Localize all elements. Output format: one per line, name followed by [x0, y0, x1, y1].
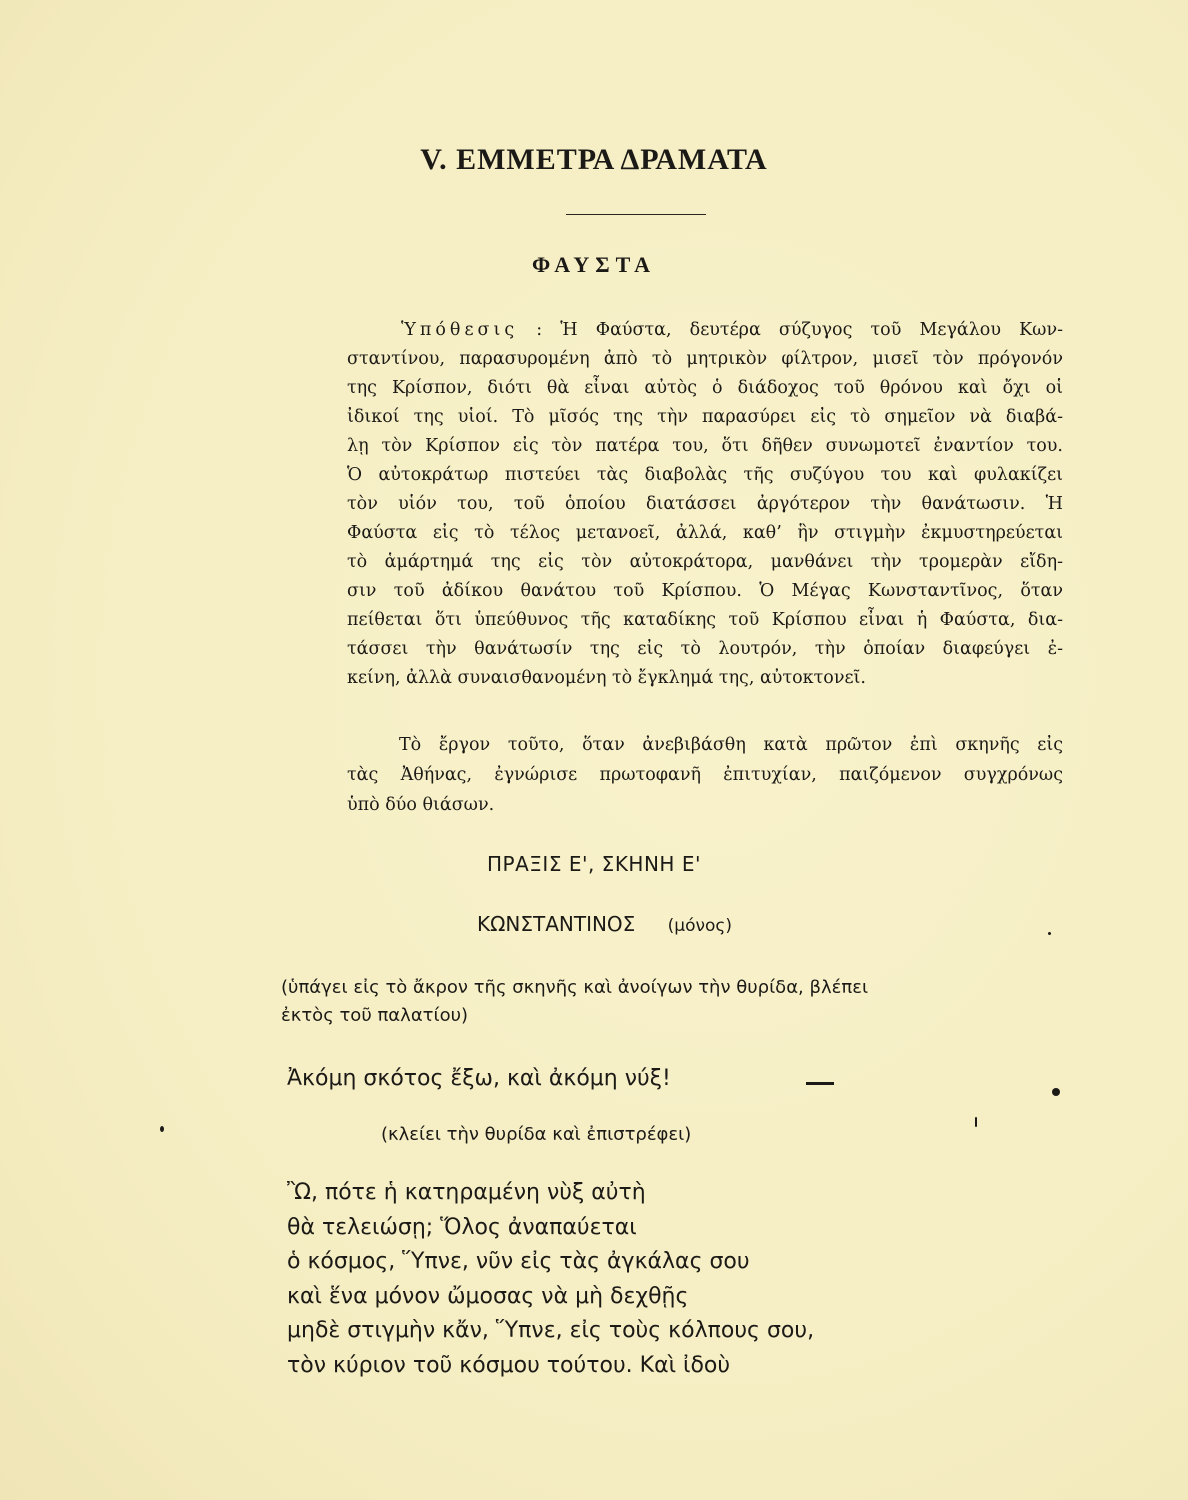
verse-line: τὸν κύριον τοῦ κόσμου τούτου. Καὶ ἰδοὺ	[287, 1352, 731, 1378]
synopsis-line: πείθεται ὅτι ὑπεύθυνος τῆς καταδίκης τοῦ Κρίσπου εἶναι ἡ Φαύστα, δια-	[347, 610, 1063, 630]
character-name: ΚΩΝΣΤΑΝΤΙΝΟΣ	[477, 912, 636, 936]
stage-direction	[281, 974, 1071, 1030]
synopsis-label: Ὑπόθεσις	[401, 320, 519, 340]
verse-block	[287, 1176, 814, 1383]
stage-direction-line: ἐκτὸς τοῦ παλατίου)	[281, 1005, 469, 1026]
play-title: ΦΑΥΣΤΑ	[531, 252, 657, 277]
character-heading	[477, 912, 732, 936]
verse-line: Ἀκόμη σκότος ἔξω, καὶ ἀκόμη νύξ!	[287, 1066, 671, 1091]
stage-direction: (κλείει τὴν θυρίδα καὶ ἐπιστρέφει)	[381, 1124, 692, 1145]
synopsis-line: τὸ ἁμάρτημά της εἰς τὸν αὐτοκράτορα, μανθάνει τὴν τρομερὰν εἴδη-	[347, 552, 1063, 572]
note-line: Τὸ ἔργον τοῦτο, ὅταν ἀνεβιβάσθη κατὰ πρῶτον ἐπὶ σκηνῆς εἰς	[399, 735, 1063, 755]
stage-direction-line: (ὑπάγει εἰς τὸ ἄκρον τῆς σκηνῆς καὶ ἀνοίγων τὴν θυρίδα, βλέπει	[281, 977, 869, 998]
act-scene-heading: ΠΡΑΞΙΣ Ε', ΣΚΗΝΗ Ε'	[487, 852, 701, 876]
performance-note	[347, 730, 1063, 820]
synopsis-line: ἰδικοί της υἱοί. Τὸ μῖσός της τὴν παρασύρει εἰς τὸ σημεῖον νὰ διαβά-	[347, 407, 1063, 427]
ink-speck	[975, 1117, 977, 1127]
synopsis-paragraph	[347, 316, 1063, 693]
section-heading: V. ΕΜΜΕΤΡΑ ΔΡΑΜΑΤΑ	[420, 143, 768, 176]
synopsis-line: λῃ τὸν Κρίσπον εἰς τὸν πατέρα του, ὅτι δῆθεν συνωμοτεῖ ἐναντίον του.	[347, 436, 1063, 456]
character-note: (μόνος)	[667, 916, 733, 936]
ink-speck	[1052, 1088, 1060, 1096]
synopsis-line: σιν τοῦ ἀδίκου θανάτου τοῦ Κρίσπου. Ὁ Μέγας Κωνσταντῖνος, ὅταν	[347, 581, 1063, 601]
ink-speck	[160, 1126, 164, 1132]
synopsis-line: κείνη, ἀλλὰ συναισθανομένη τὸ ἔγκλημά της, αὐτοκτονεῖ.	[347, 668, 866, 688]
note-line: τὰς Ἀθήνας, ἐγνώρισε πρωτοφανῆ ἐπιτυχίαν, παιζόμενον συγχρόνως	[347, 765, 1063, 785]
synopsis-line: τὸν υἱόν του, τοῦ ὁποίου διατάσσει ἀργότερον τὴν θανάτωσιν. Ἡ	[347, 494, 1063, 514]
synopsis-line	[347, 316, 1063, 345]
synopsis-line: σταντίνου, παρασυρομένη ἀπὸ τὸ μητρικὸν φίλτρον, μισεῖ τὸν πρόγονόν	[347, 349, 1063, 369]
heading-rule	[566, 214, 706, 215]
ink-speck	[1048, 932, 1051, 935]
verse-line: ὁ κόσμος, Ὕπνε, νῦν εἰς τὰς ἀγκάλας σου	[287, 1249, 750, 1274]
note-line: ὑπὸ δύο θιάσων.	[347, 795, 495, 815]
synopsis-text: : Ἡ Φαύστα, δευτέρα σύζυγος τοῦ Μεγάλου Κων-	[536, 320, 1063, 340]
verse-line: θὰ τελειώσῃ; Ὅλος ἀναπαύεται	[287, 1214, 637, 1240]
synopsis-line: τάσσει τὴν θανάτωσίν της εἰς τὸ λουτρόν, τὴν ὁποίαν διαφεύγει ἐ-	[347, 639, 1063, 659]
synopsis-line: Φαύστα εἰς τὸ τέλος μετανοεῖ, ἀλλά, καθ’ ἣν στιγμὴν ἐκμυστηρεύεται	[347, 523, 1063, 543]
synopsis-line: της Κρίσπον, διότι θὰ εἶναι αὐτὸς ὁ διάδοχος τοῦ θρόνου καὶ ὄχι οἱ	[347, 378, 1063, 398]
verse-line: καὶ ἕνα μόνον ὤμοσας νὰ μὴ δεχθῇς	[287, 1283, 689, 1309]
dash-mark	[806, 1082, 834, 1085]
verse-line: μηδὲ στιγμὴν κἄν, Ὕπνε, εἰς τοὺς κόλπους σου,	[287, 1318, 815, 1343]
verse-line: Ὢ, πότε ἡ κατηραμένη νὺξ αὐτὴ	[287, 1180, 646, 1205]
synopsis-line: Ὁ αὐτοκράτωρ πιστεύει τὰς διαβολὰς τῆς συζύγου του καὶ φυλακίζει	[347, 465, 1063, 485]
